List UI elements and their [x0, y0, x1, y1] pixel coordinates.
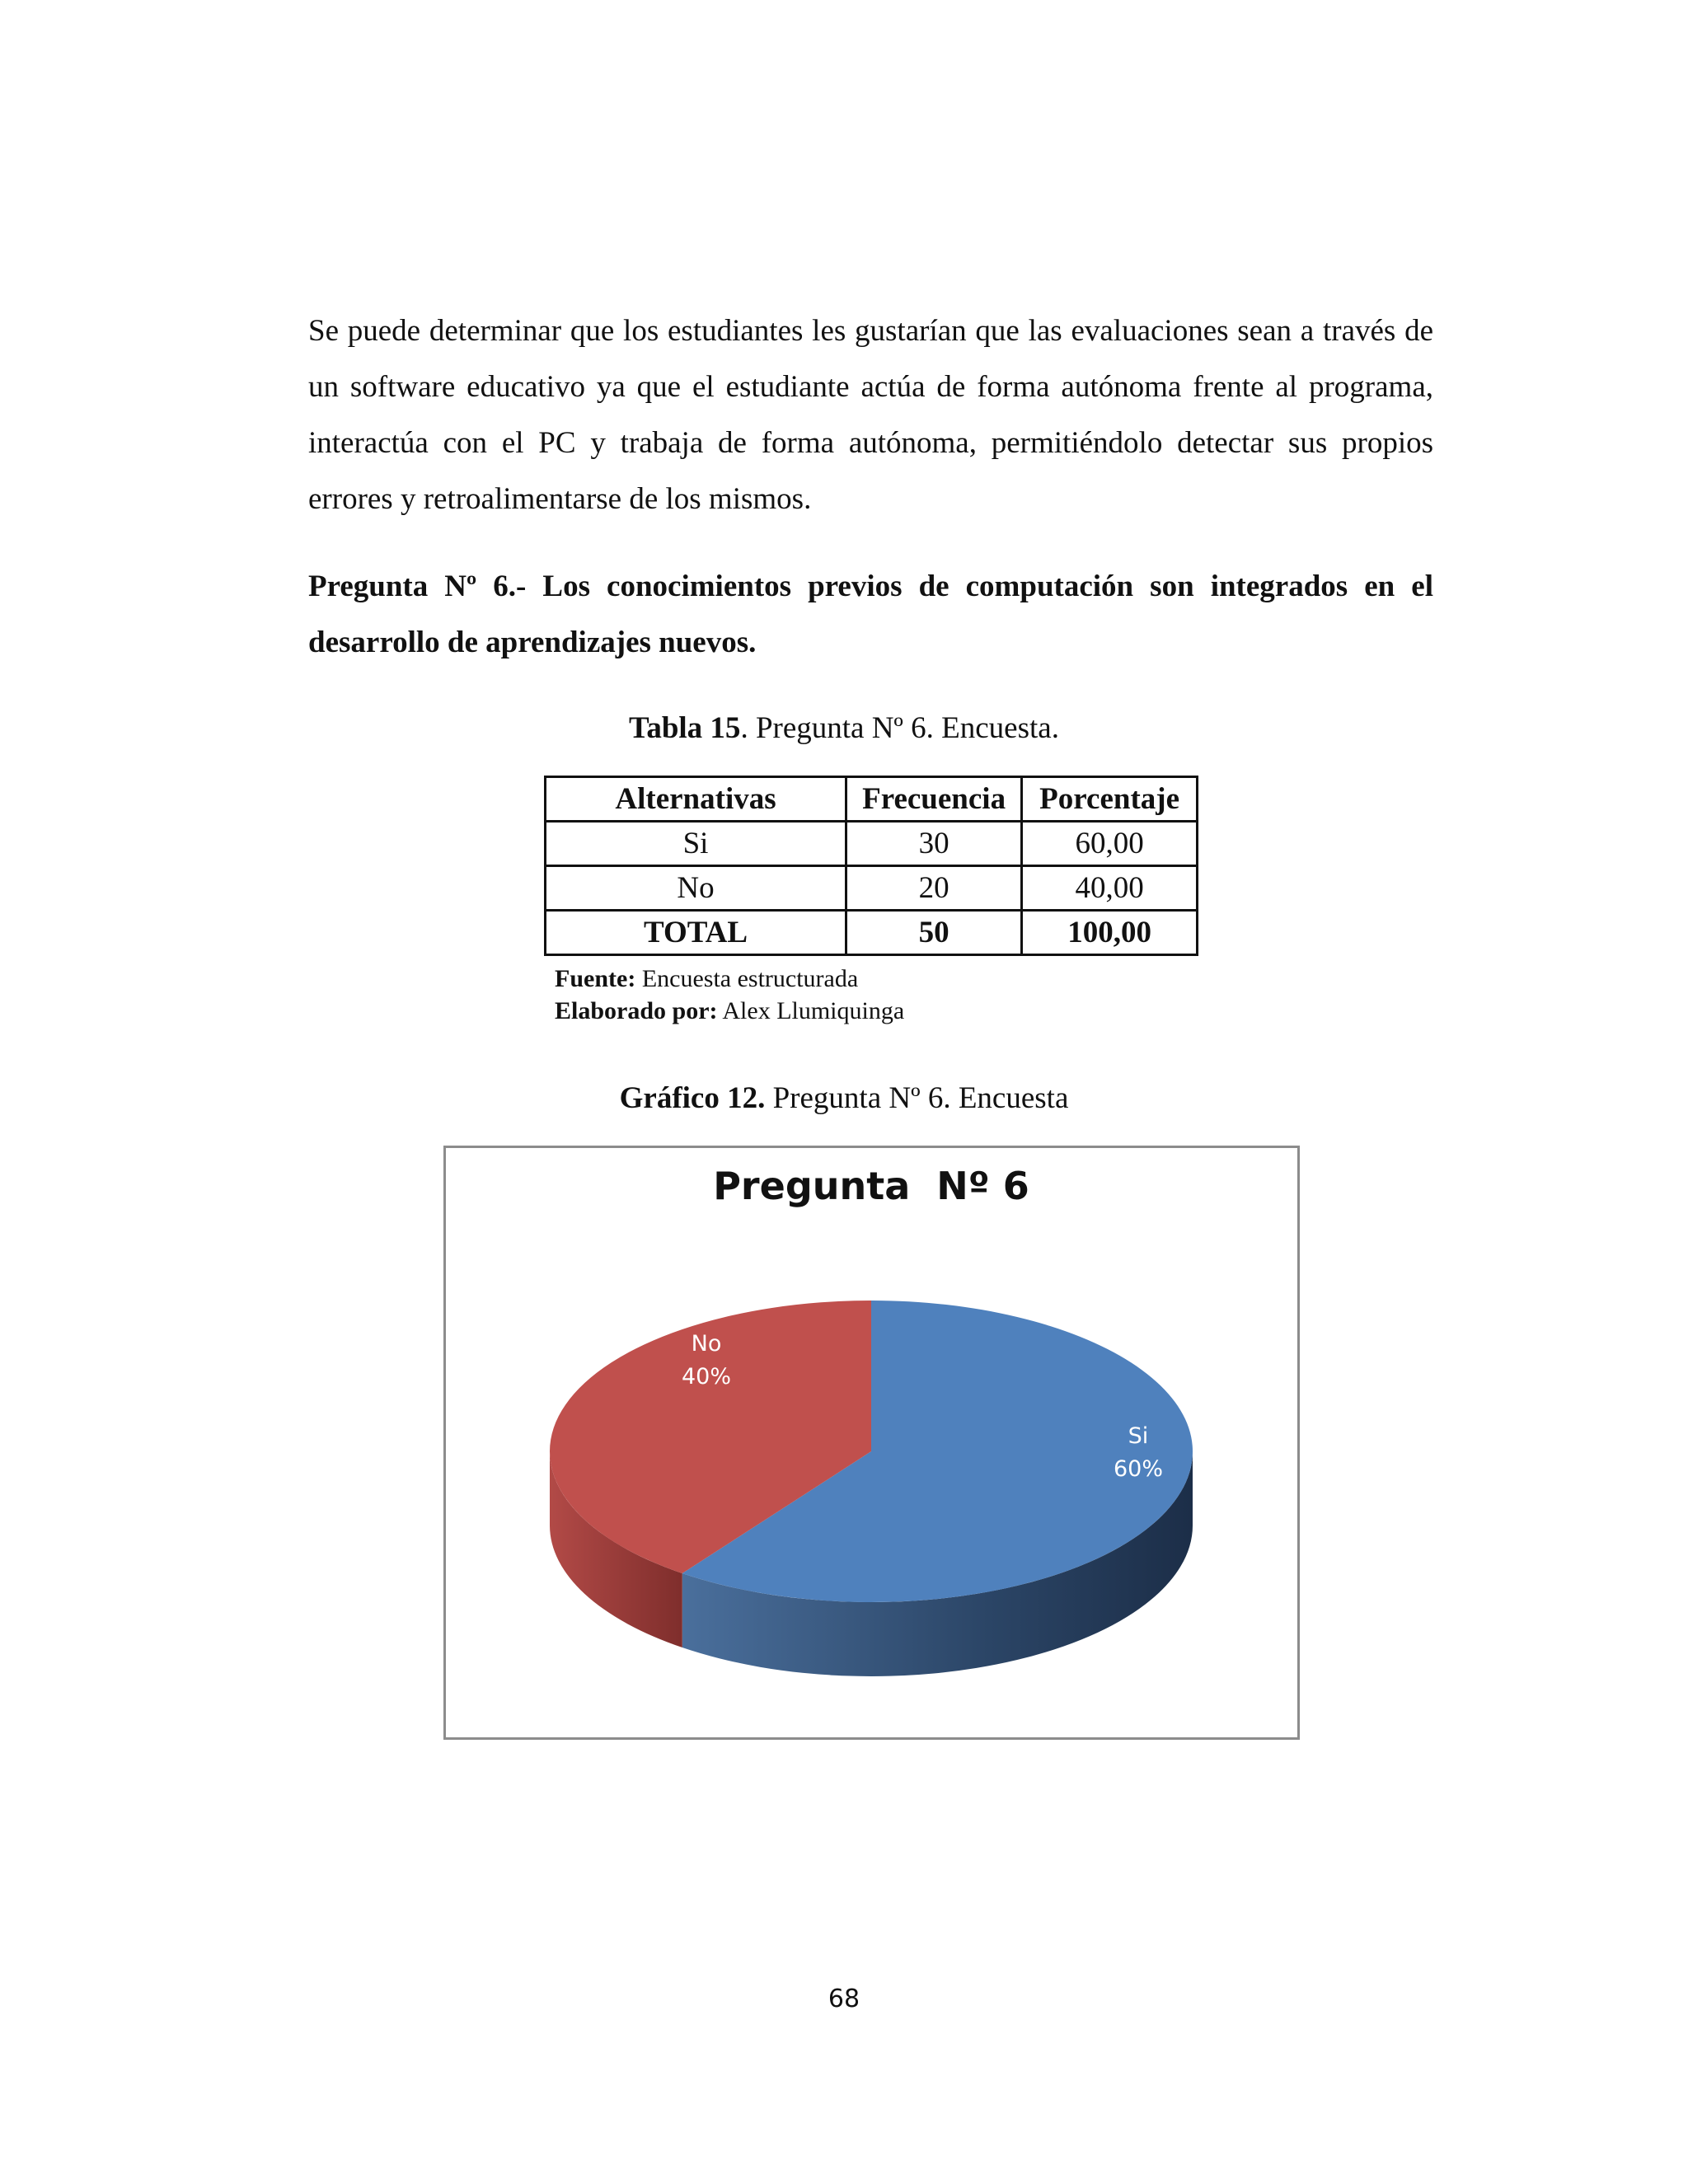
chart-caption-label: Gráfico 12. — [619, 1081, 766, 1115]
table-total-row — [546, 911, 1198, 955]
data-label-si-percent: 60% — [1113, 1456, 1164, 1482]
chart-title: Pregunta Nº 6 — [713, 1164, 1029, 1208]
source-label: Fuente: — [555, 965, 636, 992]
chart-caption-text: Pregunta Nº 6. Encuesta — [765, 1081, 1069, 1115]
pie-chart — [446, 1148, 1297, 1737]
page-number: 68 — [828, 1985, 860, 2013]
table-cell: 40,00 — [1022, 866, 1198, 911]
body-paragraph: Se puede determinar que los estudiantes les gustarían que las evaluaciones sean a través de un software educativo ya que el estudiante actúa de forma autónoma frente al programa, interactúa con el PC y trabaja de forma autónoma, permitiéndolo detectar sus propios errores y retroalimentarse de los mismos. — [308, 314, 1433, 516]
table-cell: Si — [546, 822, 846, 866]
survey-table — [544, 776, 1198, 956]
pie-tops — [550, 1301, 1193, 1602]
author-line — [555, 995, 904, 1027]
chart-caption — [0, 1080, 1688, 1117]
data-label-no: No — [691, 1331, 722, 1357]
table-notes — [555, 963, 904, 1027]
table-cell: 30 — [846, 822, 1022, 866]
header-alternativas: Alternativas — [546, 777, 846, 822]
table-caption — [0, 710, 1688, 747]
table-cell: No — [546, 866, 846, 911]
table-cell: 20 — [846, 866, 1022, 911]
total-frecuencia: 50 — [846, 911, 1022, 955]
source-line — [555, 963, 904, 995]
data-label-si: Si — [1128, 1423, 1149, 1449]
author-label: Elaborado por: — [555, 997, 718, 1024]
table-row — [546, 822, 1198, 866]
author-value: Alex Llumiquinga — [717, 997, 905, 1024]
table-caption-label: Tabla 15 — [629, 711, 741, 745]
data-label-no-percent: 40% — [681, 1364, 732, 1390]
total-label: TOTAL — [546, 911, 846, 955]
pie-chart-frame — [443, 1146, 1300, 1740]
table-row — [546, 866, 1198, 911]
table-header-row — [546, 777, 1198, 822]
total-porcentaje: 100,00 — [1022, 911, 1198, 955]
question-heading: Pregunta Nº 6.- Los conocimientos previos de computación son integrados en el desarrollo de aprendizajes nuevos. — [308, 569, 1433, 659]
table-cell: 60,00 — [1022, 822, 1198, 866]
table-caption-text: . Pregunta Nº 6. Encuesta. — [740, 711, 1059, 745]
header-porcentaje: Porcentaje — [1022, 777, 1198, 822]
header-frecuencia: Frecuencia — [846, 777, 1022, 822]
source-value: Encuesta estructurada — [635, 965, 859, 992]
